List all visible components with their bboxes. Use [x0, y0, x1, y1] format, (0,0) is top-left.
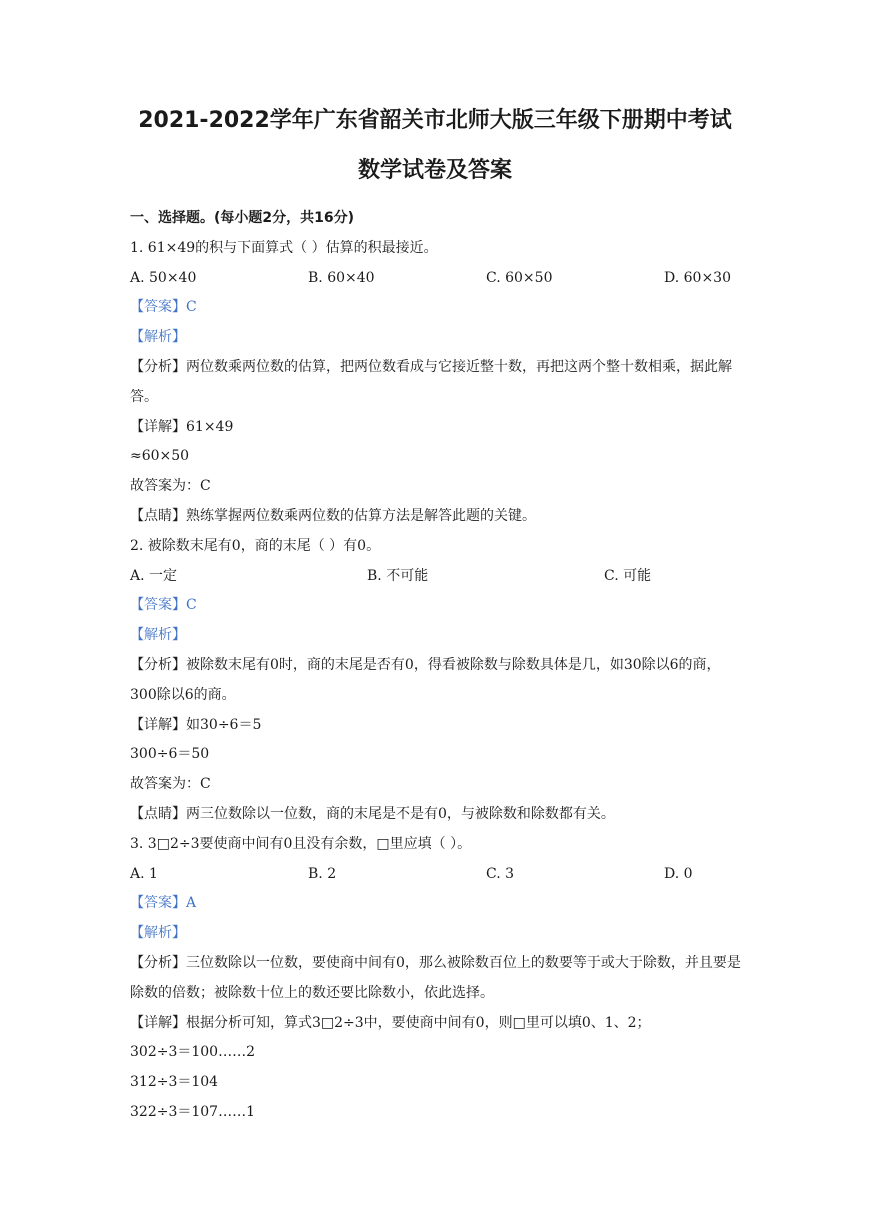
- q3-fenxi-text: 三位数除以一位数，要使商中间有0，那么被除数百位上的数要等于或大于除数，并且要是除数的倍数；被除数十位上的数还要比除数小，依此选择。: [130, 954, 741, 1001]
- answer-label: 【答案】: [130, 597, 186, 614]
- q3-step-2: 312÷3＝104: [130, 1074, 219, 1091]
- q1-options: [130, 264, 869, 294]
- q3-options: [130, 860, 869, 890]
- document-title: [130, 96, 740, 196]
- q1-option-b: B. 60×40: [308, 269, 375, 286]
- q2-stem: 2. 被除数末尾有0，商的末尾（ ）有0。: [130, 537, 381, 554]
- q3-xiangjie-text: 根据分析可知，算式3□2÷3中，要使商中间有0，则□里可以填0、1、2；: [186, 1014, 651, 1031]
- q2-option-a: A. 一定: [130, 567, 178, 584]
- title-line-2: 数学试卷及答案: [357, 158, 512, 183]
- q3-answer-value: A: [186, 895, 197, 912]
- q2-fenxi-text: 被除数末尾有0时，商的末尾是否有0，得看被除数与除数具体是几，如30除以6的商，300除以6的商。: [130, 656, 721, 703]
- q3-step-1: 302÷3＝100……2: [130, 1044, 255, 1061]
- fenxi-label: 【分析】: [130, 954, 186, 971]
- q3-xiangjie: [130, 1009, 869, 1039]
- xiangjie-label: 【详解】: [130, 418, 186, 435]
- q2-fenxi: [130, 651, 745, 711]
- xiangjie-label: 【详解】: [130, 716, 186, 733]
- answer-label: 【答案】: [130, 299, 186, 316]
- q3-fenxi: [130, 949, 745, 1009]
- q3-option-d: D. 0: [664, 865, 693, 882]
- q1-option-c: C. 60×50: [486, 269, 553, 286]
- q1-xiangjie: [130, 413, 869, 443]
- q2-option-c: C. 可能: [604, 567, 652, 584]
- q2-xiangjie: [130, 711, 869, 741]
- q3-option-b: B. 2: [308, 865, 337, 882]
- q2-step-1: 300÷6＝50: [130, 746, 210, 763]
- q1-step-1: ≈60×50: [130, 448, 190, 465]
- q3-stem: 3. 3□2÷3要使商中间有0且没有余数，□里应填（ ）。: [130, 835, 472, 852]
- answer-label: 【答案】: [130, 895, 186, 912]
- q2-dianjing: [130, 800, 869, 830]
- q1-xiangjie-text: 61×49: [186, 418, 234, 435]
- q1-stem: 1. 61×49的积与下面算式（ ）估算的积最接近。: [130, 239, 438, 256]
- q3-answer: [130, 889, 869, 919]
- q2-options: [130, 562, 869, 592]
- q1-analysis-label: 【解析】: [130, 329, 186, 346]
- q2-dianjing-text: 两三位数除以一位数，商的末尾是不是有0，与被除数和除数都有关。: [186, 805, 615, 822]
- dianjing-label: 【点睛】: [130, 805, 186, 822]
- q1-answer-value: C: [186, 299, 197, 316]
- q3-step-3: 322÷3＝107……1: [130, 1103, 255, 1120]
- q1-option-d: D. 60×30: [664, 269, 731, 286]
- q1-fenxi-text: 两位数乘两位数的估算，把两位数看成与它接近整十数，再把这两个整十数相乘，据此解答。: [130, 358, 732, 405]
- q1-fenxi: [130, 353, 745, 413]
- q2-step-2: 故答案为：C: [130, 776, 211, 793]
- q1-dianjing-text: 熟练掌握两位数乘两位数的估算方法是解答此题的关键。: [186, 507, 536, 524]
- q3-analysis-label: 【解析】: [130, 925, 186, 942]
- q1-dianjing: [130, 502, 869, 532]
- q2-answer-value: C: [186, 597, 197, 614]
- fenxi-label: 【分析】: [130, 358, 186, 375]
- section-heading: 一、选择题。(每小题2分，共16分): [130, 210, 355, 226]
- q2-option-b: B. 不可能: [367, 567, 429, 584]
- q2-answer: [130, 591, 869, 621]
- q2-xiangjie-text: 如30÷6＝5: [186, 716, 262, 733]
- xiangjie-label: 【详解】: [130, 1014, 186, 1031]
- q1-step-2: 故答案为：C: [130, 478, 211, 495]
- q3-option-c: C. 3: [486, 865, 515, 882]
- fenxi-label: 【分析】: [130, 656, 186, 673]
- q1-answer: [130, 293, 869, 323]
- q1-option-a: A. 50×40: [130, 269, 197, 286]
- dianjing-label: 【点睛】: [130, 507, 186, 524]
- title-line-1: 2021-2022学年广东省韶关市北师大版三年级下册期中考试: [138, 108, 732, 133]
- q2-analysis-label: 【解析】: [130, 627, 186, 644]
- q3-option-a: A. 1: [130, 865, 158, 882]
